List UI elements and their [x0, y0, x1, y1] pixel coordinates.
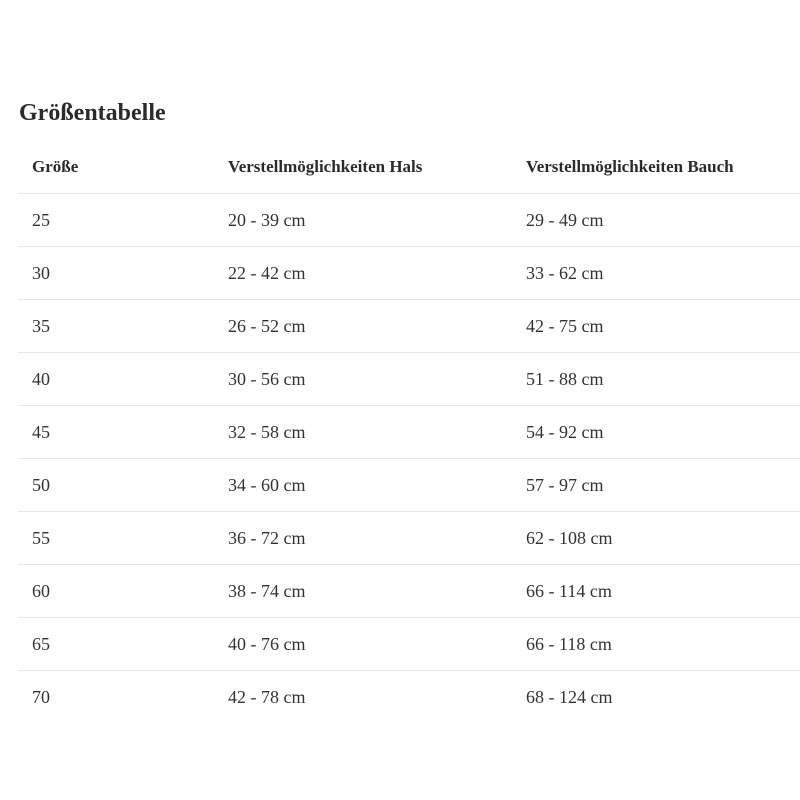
- cell-neck: 42 - 78 cm: [228, 687, 306, 707]
- cell-belly: 42 - 75 cm: [512, 300, 800, 353]
- table-row: [18, 671, 800, 724]
- cell-size: 30: [18, 247, 214, 300]
- table-row: [18, 300, 800, 353]
- cell-size: 65: [18, 618, 214, 671]
- cell-neck: 36 - 72 cm: [214, 512, 512, 565]
- cell-size: 35: [18, 300, 214, 353]
- table-row: [18, 353, 800, 406]
- cell-neck: 26 - 52 cm: [214, 300, 512, 353]
- cell-size: 60: [18, 565, 214, 618]
- cell-belly: 57 - 97 cm: [512, 459, 800, 512]
- table-row: [18, 194, 800, 247]
- cell-size: 55: [18, 512, 214, 565]
- cell-neck: 34 - 60 cm: [214, 459, 512, 512]
- size-table: [18, 141, 800, 723]
- cell-belly: 33 - 62 cm: [512, 247, 800, 300]
- cell-neck: 38 - 74 cm: [214, 565, 512, 618]
- cell-belly: 66 - 114 cm: [512, 565, 800, 618]
- cell-belly: 68 - 124 cm: [526, 687, 613, 707]
- cell-size: 45: [18, 406, 214, 459]
- page-title: Größentabelle: [19, 100, 166, 126]
- cell-neck: 32 - 58 cm: [214, 406, 512, 459]
- table-row: [18, 512, 800, 565]
- table-header-row: [18, 141, 800, 194]
- cell-belly: 29 - 49 cm: [512, 194, 800, 247]
- column-header-neck: Verstellmöglichkeiten Hals: [214, 141, 512, 194]
- column-header-belly: Verstellmöglichkeiten Bauch: [512, 141, 800, 194]
- table-row: [18, 565, 800, 618]
- cell-belly: 62 - 108 cm: [512, 512, 800, 565]
- cell-belly: 54 - 92 cm: [512, 406, 800, 459]
- cell-neck: 30 - 56 cm: [214, 353, 512, 406]
- cell-belly: 66 - 118 cm: [512, 618, 800, 671]
- column-header-size: Größe: [18, 141, 214, 194]
- cell-neck: 40 - 76 cm: [214, 618, 512, 671]
- cell-size: 25: [18, 194, 214, 247]
- table-row: [18, 459, 800, 512]
- cell-size: 70: [32, 687, 50, 707]
- cell-neck: 20 - 39 cm: [214, 194, 512, 247]
- table-row: [18, 618, 800, 671]
- cell-neck: 22 - 42 cm: [214, 247, 512, 300]
- table-row: [18, 247, 800, 300]
- cell-size: 50: [18, 459, 214, 512]
- cell-belly: 51 - 88 cm: [512, 353, 800, 406]
- table-row: [18, 406, 800, 459]
- cell-size: 40: [18, 353, 214, 406]
